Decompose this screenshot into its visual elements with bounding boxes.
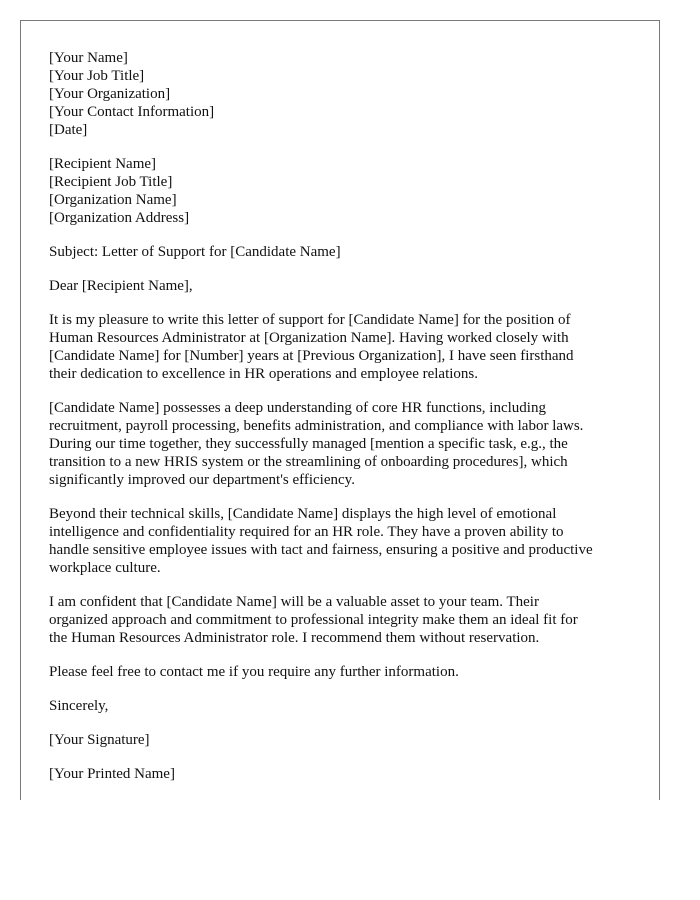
paragraph-line: It is my pleasure to write this letter of support for [Candidate Name] for the position of <box>49 312 571 328</box>
paragraph-line: their dedication to excellence in HR operations and employee relations. <box>49 366 479 382</box>
letter-body <box>49 49 634 799</box>
paragraph-line: handle sensitive employee issues with tact and fairness, ensuring a positive and productive <box>49 542 593 558</box>
paragraph-contact <box>49 663 634 681</box>
sender-organization: [Your Organization] <box>49 86 171 102</box>
signature: [Your Signature] <box>49 732 150 748</box>
paragraph-line: Human Resources Administrator at [Organization Name]. Having worked closely with <box>49 330 569 346</box>
letter-date: [Date] <box>49 122 88 138</box>
paragraph-line: [Candidate Name] for [Number] years at [Previous Organization], I have seen firsthand <box>49 348 574 364</box>
subject-line: Subject: Letter of Support for [Candidate Name] <box>49 244 341 260</box>
paragraph-intro <box>49 311 634 383</box>
closing: Sincerely, <box>49 698 109 714</box>
letter-page <box>20 20 660 800</box>
sender-block <box>49 49 634 139</box>
recipient-block <box>49 155 634 227</box>
printed-name: [Your Printed Name] <box>49 766 175 782</box>
paragraph-soft-skills <box>49 505 634 577</box>
recipient-name: [Recipient Name] <box>49 156 157 172</box>
paragraph-line: workplace culture. <box>49 560 161 576</box>
recipient-organization: [Organization Name] <box>49 192 177 208</box>
paragraph-line: significantly improved our department's efficiency. <box>49 472 355 488</box>
sender-job-title: [Your Job Title] <box>49 68 145 84</box>
paragraph-line: Please feel free to contact me if you require any further information. <box>49 664 459 680</box>
paragraph-line: [Candidate Name] possesses a deep understanding of core HR functions, including <box>49 400 546 416</box>
paragraph-skills <box>49 399 634 489</box>
paragraph-line: Beyond their technical skills, [Candidate Name] displays the high level of emotional <box>49 506 557 522</box>
paragraph-line: the Human Resources Administrator role. I recommend them without reservation. <box>49 630 540 646</box>
paragraph-recommendation <box>49 593 634 647</box>
sender-contact: [Your Contact Information] <box>49 104 215 120</box>
recipient-address: [Organization Address] <box>49 210 190 226</box>
sender-name: [Your Name] <box>49 50 128 66</box>
paragraph-line: intelligence and confidentiality required for an HR role. They have a proven ability to <box>49 524 564 540</box>
paragraph-line: transition to a new HRIS system or the streamlining of onboarding procedures], which <box>49 454 568 470</box>
paragraph-line: I am confident that [Candidate Name] will be a valuable asset to your team. Their <box>49 594 539 610</box>
paragraph-line: organized approach and commitment to professional integrity make them an ideal fit for <box>49 612 578 628</box>
paragraph-line: During our time together, they successfully managed [mention a specific task, e.g., the <box>49 436 568 452</box>
recipient-job-title: [Recipient Job Title] <box>49 174 173 190</box>
paragraph-line: recruitment, payroll processing, benefits administration, and compliance with labor laws. <box>49 418 584 434</box>
salutation: Dear [Recipient Name], <box>49 278 193 294</box>
